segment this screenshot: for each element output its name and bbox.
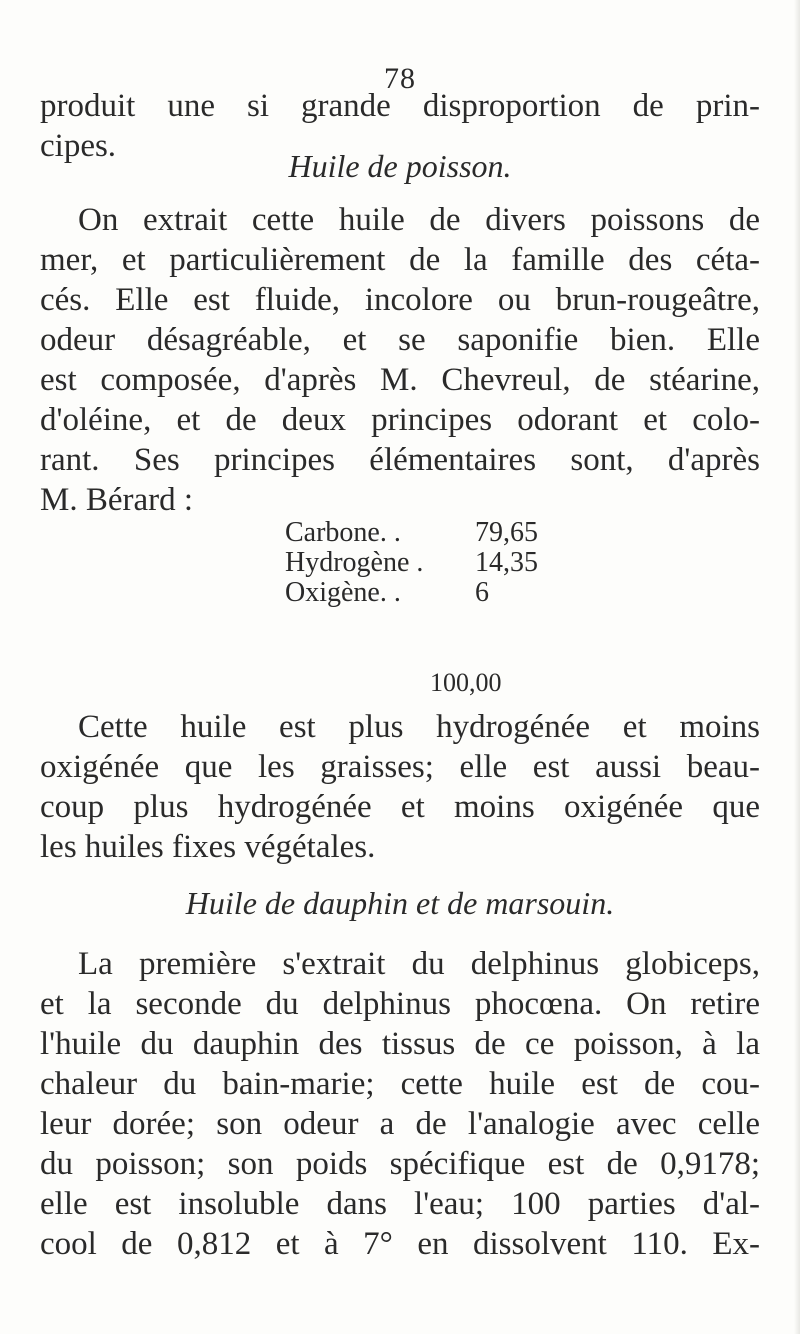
element-value: 14,35 [475, 547, 538, 578]
composition-row [285, 548, 585, 578]
element-value: 79,65 [475, 517, 538, 548]
text-line: est composée, d'après M. Chevreul, de stéarine, [40, 362, 760, 398]
paragraph-fish-oil [40, 200, 760, 520]
section-heading-fish-oil: Huile de poisson. [288, 148, 512, 184]
text-line: cool de 0,812 et à 7° en dissolvent 110. Ex- [40, 1226, 760, 1262]
text-line: chaleur du bain-marie; cette huile est de cou- [40, 1066, 760, 1102]
text-line: elle est insoluble dans l'eau; 100 parties d'al- [40, 1186, 760, 1222]
text-line: les huiles fixes végétales. [40, 829, 376, 865]
text-line: M. Bérard : [40, 482, 194, 518]
composition-row [285, 518, 585, 548]
text-line: produit une si grande disproportion de prin- [40, 88, 760, 124]
text-line: rant. Ses principes élémentaires sont, d'après [40, 442, 760, 478]
composition-total: 100,00 [430, 668, 502, 697]
text-line: l'huile du dauphin des tissus de ce poisson, à la [40, 1026, 760, 1062]
element-name: Carbone. . [285, 517, 401, 548]
element-name: Hydrogène . [285, 547, 424, 578]
text-line: du poisson; son poids spécifique est de 0,9178; [40, 1146, 760, 1182]
page-edge-shadow [794, 0, 800, 1334]
text-line: d'oléine, et de deux principes odorant et colo- [40, 402, 760, 438]
text-line: cipes. [40, 128, 117, 164]
text-line: coup plus hydrogénée et moins oxigénée que [40, 789, 760, 825]
page-number: 78 [384, 62, 416, 95]
text-line: odeur désagréable, et se saponifie bien. Elle [40, 322, 760, 358]
text-line: La première s'extrait du delphinus globiceps, [78, 946, 760, 982]
element-name: Oxigène. . [285, 577, 401, 608]
element-value: 6 [475, 577, 489, 608]
section-heading-dolphin-oil: Huile de dauphin et de marsouin. [185, 885, 615, 921]
text-line: mer, et particulièrement de la famille des céta- [40, 242, 760, 278]
composition-row [285, 578, 585, 608]
text-line: et la seconde du delphinus phocœna. On retire [40, 986, 760, 1022]
composition-table [285, 518, 585, 608]
paragraph-dolphin-oil [40, 944, 760, 1264]
text-line: oxigénée que les graisses; elle est aussi beau- [40, 749, 760, 785]
text-line: Cette huile est plus hydrogénée et moins [78, 709, 760, 745]
text-line: leur dorée; son odeur a de l'analogie avec celle [40, 1106, 760, 1142]
text-line: On extrait cette huile de divers poissons de [78, 202, 760, 238]
paragraph-comparison [40, 707, 760, 867]
text-line: cés. Elle est fluide, incolore ou brun-rougeâtre, [40, 282, 760, 318]
